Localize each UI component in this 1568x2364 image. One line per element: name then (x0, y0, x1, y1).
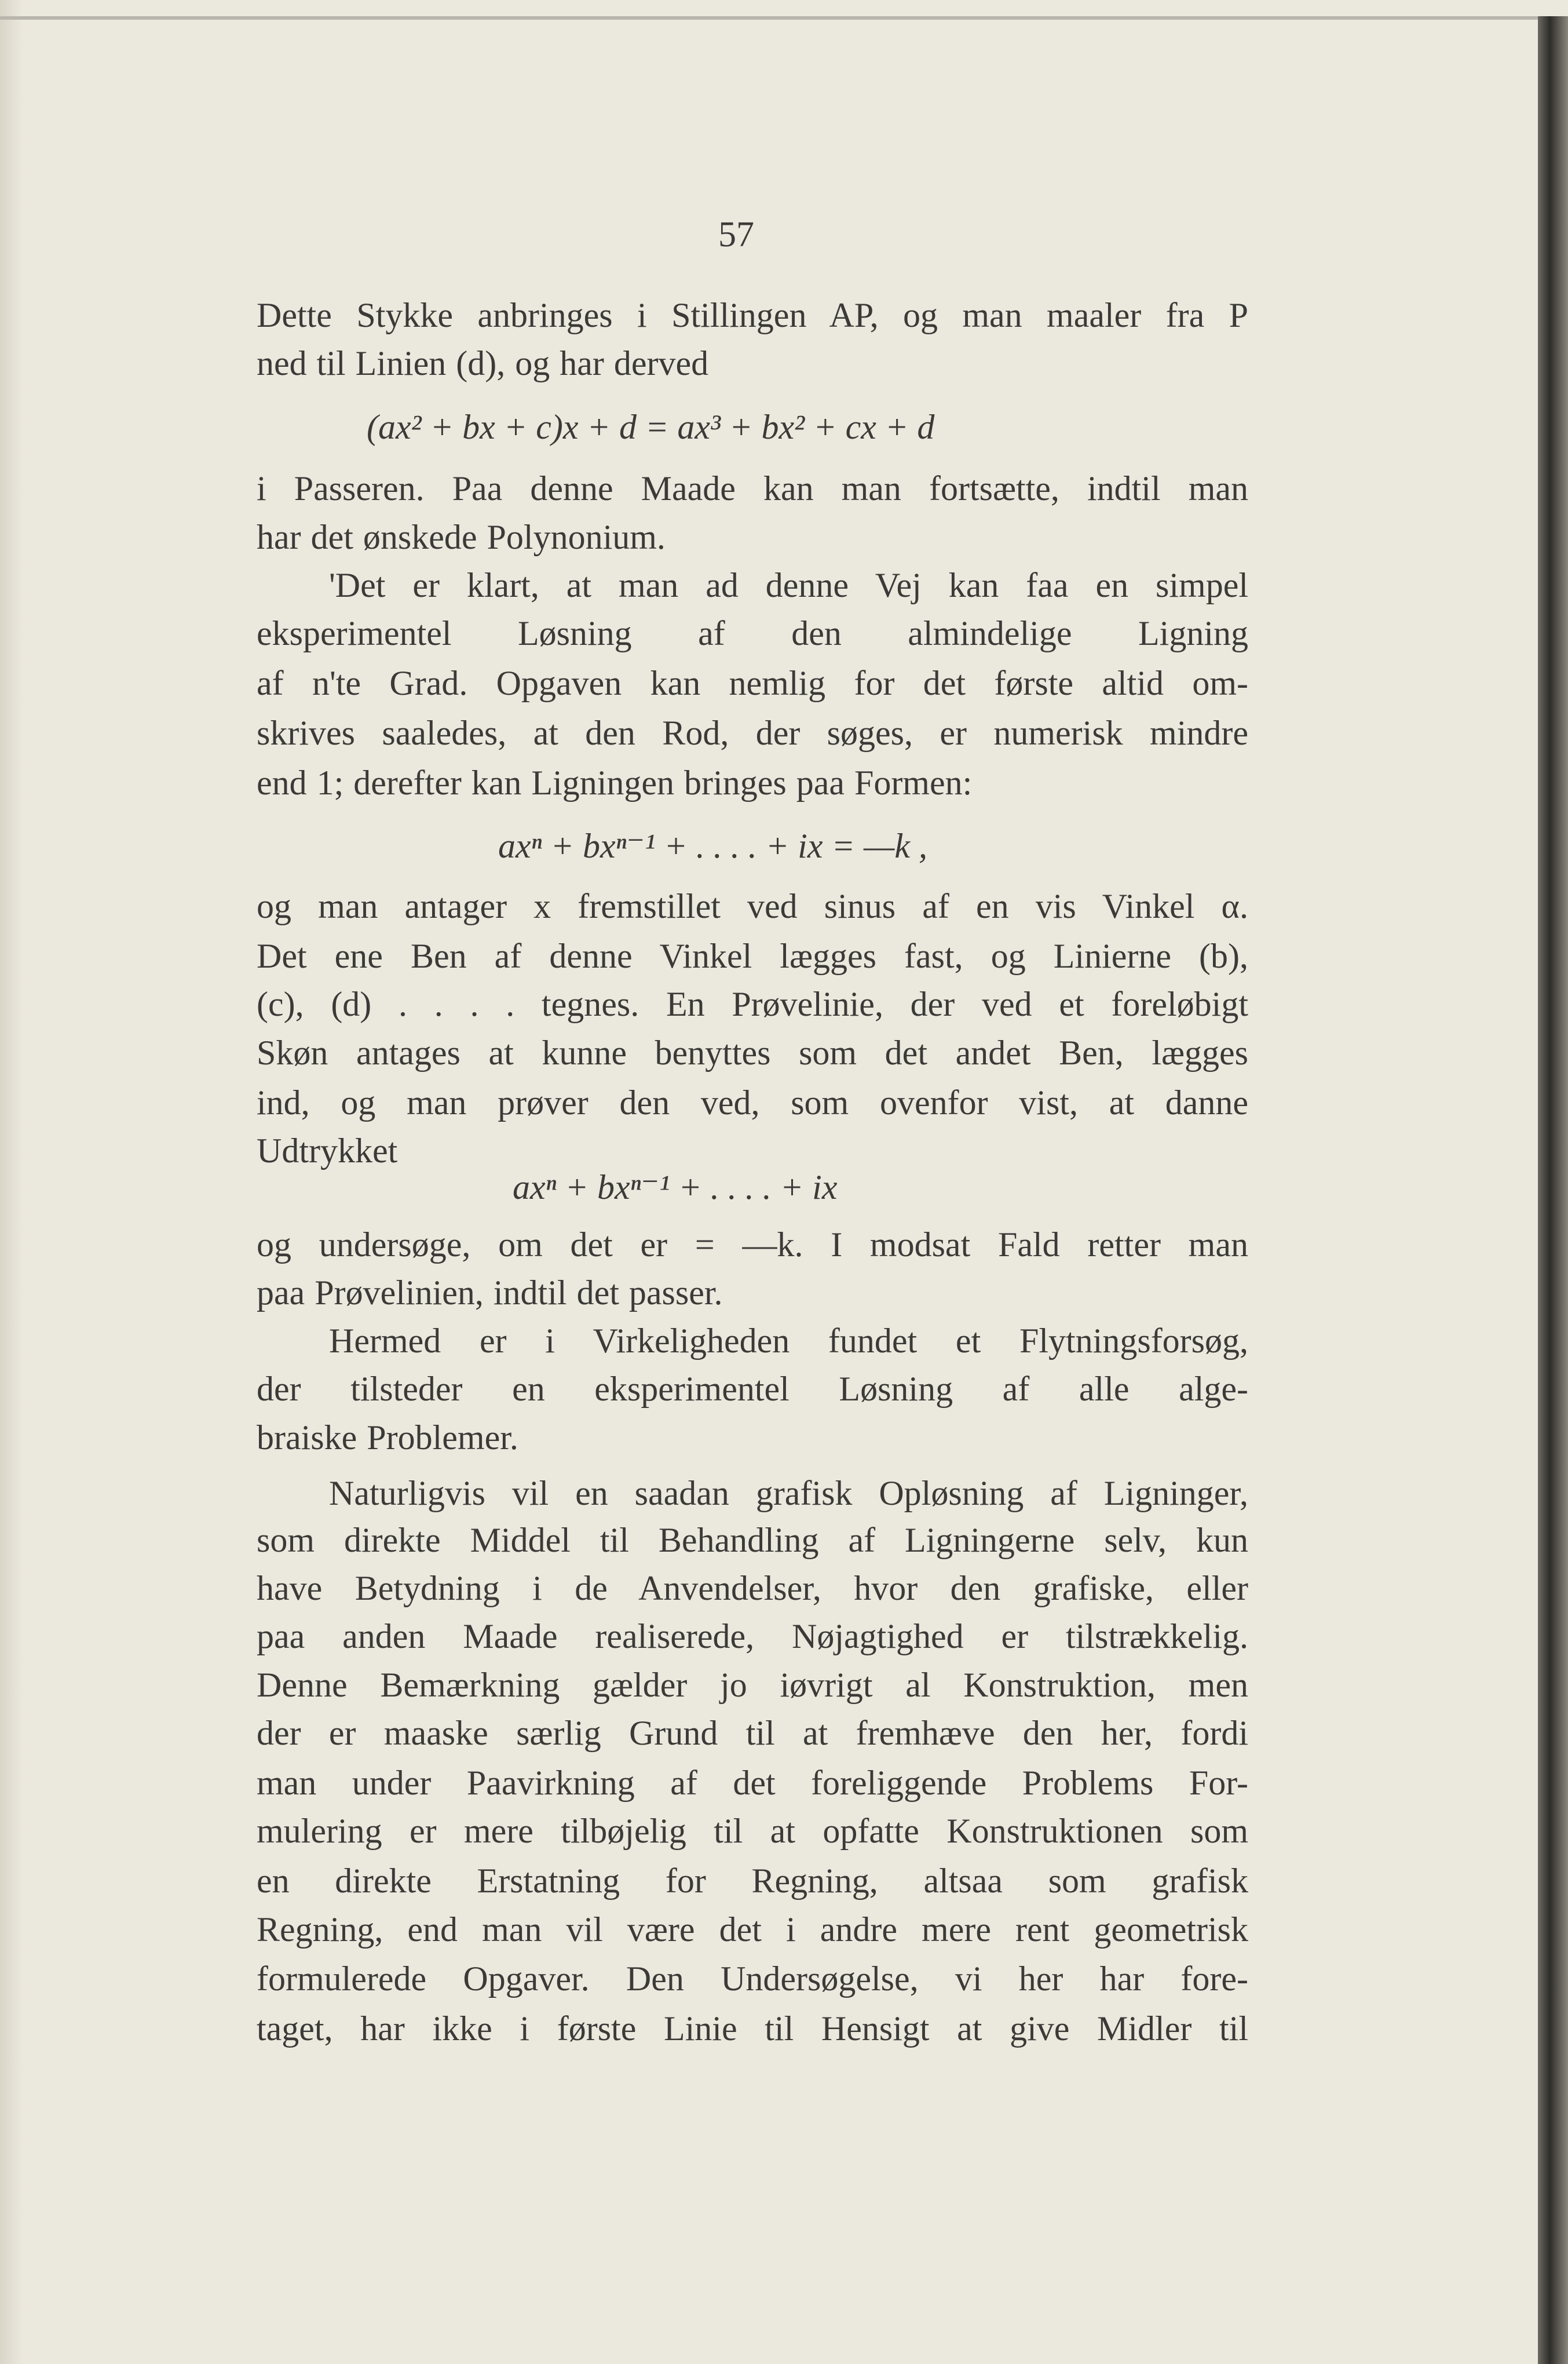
text-line: Skøn antages at kunne benyttes som det andet Ben, lægges (257, 1034, 1248, 1072)
text-line: Det ene Ben af denne Vinkel lægges fast, og Linierne (b), (257, 937, 1248, 975)
text-line: Regning, end man vil være det i andre mere rent geometrisk (257, 1910, 1248, 1949)
equation: axⁿ + bxⁿ⁻¹ + . . . . + ix = —k , (498, 827, 927, 865)
text-line: (c), (d) . . . . tegnes. En Prøvelinie, der ved et foreløbigt (257, 985, 1248, 1023)
text-line: Denne Bemærkning gælder jo iøvrigt al Konstruktion, men (257, 1666, 1248, 1704)
text-line: og undersøge, om det er = —k. I modsat Fald retter man (257, 1225, 1248, 1264)
text-line: Udtrykket (257, 1132, 398, 1170)
text-line: skrives saaledes, at den Rod, der søges, er numerisk mindre (257, 714, 1248, 752)
text-line: har det ønskede Polynonium. (257, 518, 666, 556)
text-line: en direkte Erstatning for Regning, altsaa som grafisk (257, 1862, 1248, 1900)
page-binding-shadow (0, 0, 23, 2364)
text-line: man under Paavirkning af det foreliggende Problems For- (257, 1764, 1248, 1802)
text-line: Hermed er i Virkeligheden fundet et Flytningsforsøg, (329, 1322, 1248, 1360)
text-line: der er maaske særlig Grund til at fremhæve den her, fordi (257, 1714, 1248, 1752)
text-line: Dette Stykke anbringes i Stillingen AP, og man maaler fra P (257, 296, 1248, 334)
text-line: taget, har ikke i første Linie til Hensigt at give Midler til (257, 2009, 1248, 2048)
text-line: end 1; derefter kan Ligningen bringes paa Formen: (257, 764, 973, 802)
text-line: i Passeren. Paa denne Maade kan man fortsætte, indtil man (257, 469, 1248, 508)
text-line: formulerede Opgaver. Den Undersøgelse, vi her har fore- (257, 1960, 1248, 1998)
equation: axⁿ + bxⁿ⁻¹ + . . . . + ix (513, 1168, 838, 1206)
equation: (ax² + bx + c)x + d = ax³ + bx² + cx + d (367, 408, 935, 446)
text-line: ind, og man prøver den ved, som ovenfor vist, at danne (257, 1084, 1248, 1122)
text-line: 'Det er klart, at man ad denne Vej kan faa en simpel (329, 566, 1248, 604)
text-line: braiske Problemer. (257, 1418, 518, 1457)
text-line: have Betydning i de Anvendelser, hvor den grafiske, eller (257, 1569, 1248, 1607)
page-number: 57 (718, 215, 754, 254)
page-top-edge (0, 16, 1541, 20)
text-line: som direkte Middel til Behandling af Ligningerne selv, kun (257, 1521, 1248, 1559)
text-line: mulering er mere tilbøjelig til at opfatte Konstruktionen som (257, 1812, 1248, 1850)
text-line: der tilsteder en eksperimentel Løsning af alle alge- (257, 1370, 1248, 1408)
text-line: eksperimentel Løsning af den almindelige Ligning (257, 614, 1248, 652)
text-line: ned til Linien (d), og har derved (257, 344, 709, 382)
book-right-edge (1538, 16, 1568, 2364)
text-line: Naturligvis vil en saadan grafisk Opløsning af Ligninger, (329, 1474, 1248, 1512)
text-line: paa anden Maade realiserede, Nøjagtighed er tilstrækkelig. (257, 1617, 1248, 1655)
text-line: og man antager x fremstillet ved sinus af en vis Vinkel α. (257, 887, 1248, 925)
text-line: af n'te Grad. Opgaven kan nemlig for det første altid om- (257, 664, 1248, 702)
text-line: paa Prøvelinien, indtil det passer. (257, 1274, 723, 1312)
